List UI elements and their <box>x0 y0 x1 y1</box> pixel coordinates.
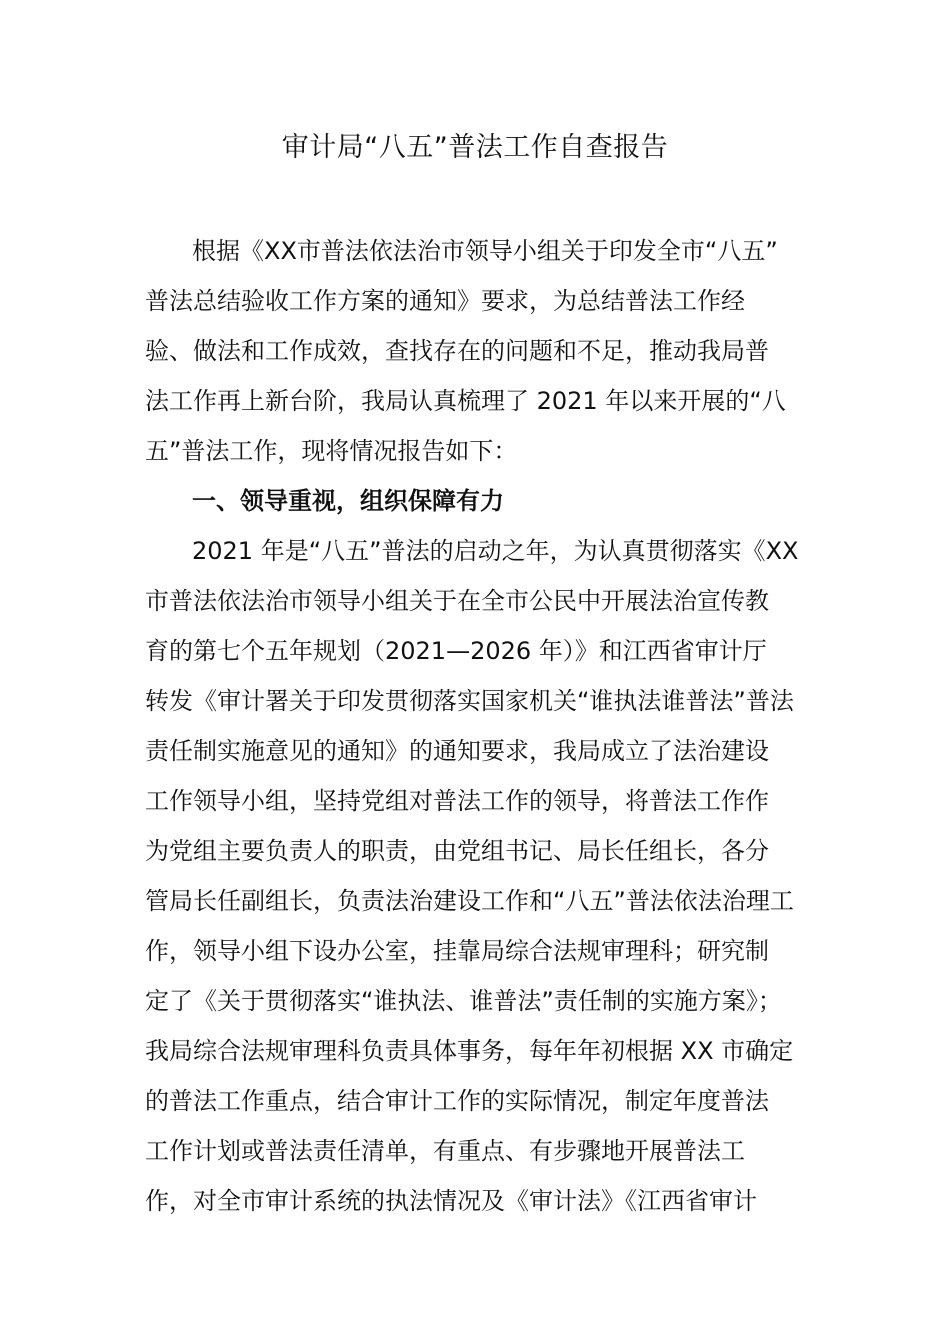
paragraph-line: 作，领导小组下设办公室，挂靠局综合法规审理科；研究制 <box>145 937 769 965</box>
paragraph-line: 普法总结验收工作方案的通知》要求，为总结普法工作经 <box>145 287 745 315</box>
section-heading: 一、领导重视，组织保障有力 <box>192 487 504 515</box>
paragraph-line: 市普法依法治市领导小组关于在全市公民中开展法治宣传教 <box>145 587 769 615</box>
paragraph-line: 为党组主要负责人的职责，由党组书记、局长任组长，各分 <box>145 837 769 865</box>
paragraph-line: 法工作再上新台阶，我局认真梳理了 2021 年以来开展的“八 <box>145 387 786 415</box>
paragraph-line: 育的第七个五年规划（2021—2026 年）》和江西省审计厅 <box>145 637 767 665</box>
paragraph-line: 五”普法工作，现将情况报告如下： <box>145 437 518 465</box>
paragraph-line: 工作计划或普法责任清单，有重点、有步骤地开展普法工 <box>145 1137 745 1165</box>
paragraph-line: 定了《关于贯彻落实“谁执法、谁普法”责任制的实施方案》； <box>145 987 782 1015</box>
paragraph-line: 工作领导小组，坚持党组对普法工作的领导，将普法工作作 <box>145 787 769 815</box>
paragraph-line: 根据《XX市普法依法治市领导小组关于印发全市“八五” <box>192 237 778 265</box>
paragraph-line: 作，对全市审计系统的执法情况及《审计法》《江西省审计 <box>145 1187 757 1215</box>
paragraph-line: 2021 年是“八五”普法的启动之年，为认真贯彻落实《XX <box>192 537 799 565</box>
paragraph-line: 验、做法和工作成效，查找存在的问题和不足，推动我局普 <box>145 337 769 365</box>
paragraph-line: 管局长任副组长，负责法治建设工作和“八五”普法依法治理工 <box>145 887 794 915</box>
document-title: 审计局“八五”普法工作自查报告 <box>281 132 669 163</box>
paragraph-line: 转发《审计署关于印发贯彻落实国家机关“谁执法谁普法”普法 <box>145 687 794 715</box>
paragraph-line: 我局综合法规审理科负责具体事务，每年年初根据 XX 市确定 <box>145 1037 794 1065</box>
paragraph-line: 的普法工作重点，结合审计工作的实际情况，制定年度普法 <box>145 1087 769 1115</box>
paragraph-line: 责任制实施意见的通知》的通知要求，我局成立了法治建设 <box>145 737 769 765</box>
